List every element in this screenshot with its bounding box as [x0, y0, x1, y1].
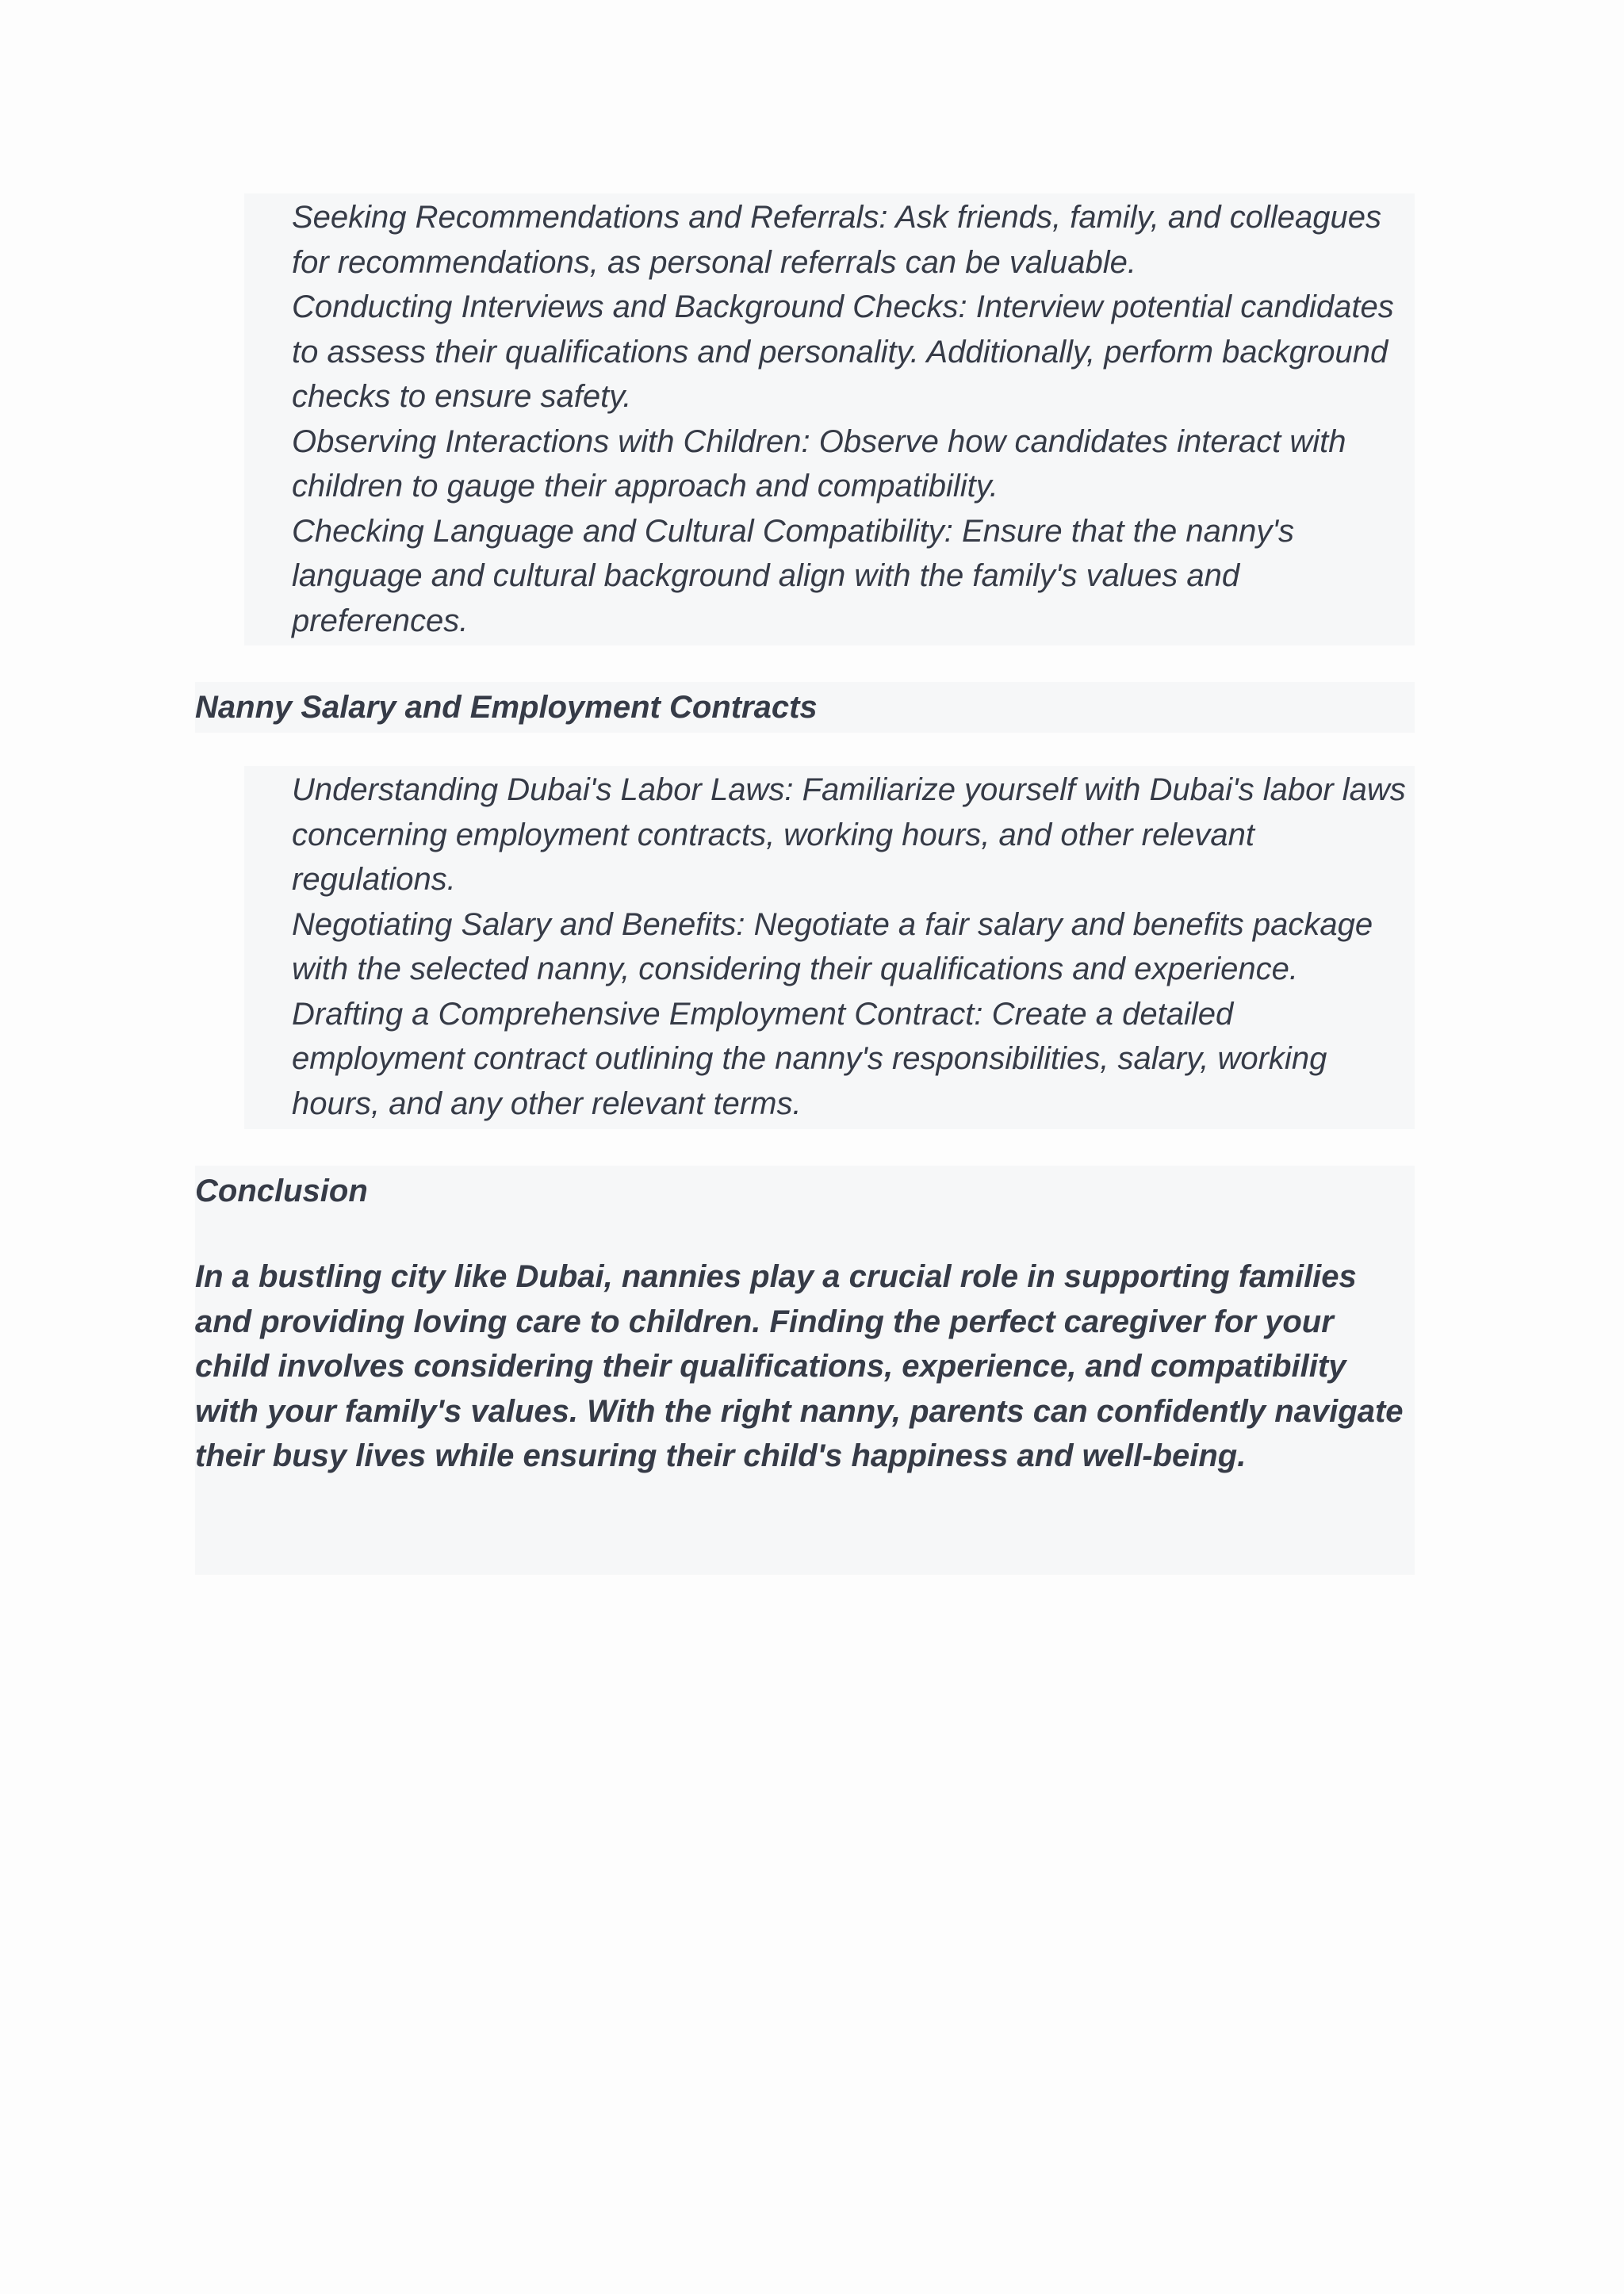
list-item: Negotiating Salary and Benefits: Negotiate a fair salary and benefits package with the selected nanny, considering their qualifications and experience. — [292, 906, 1373, 986]
list-item: Checking Language and Cultural Compatibility: Ensure that the nanny's language and cultural background align with the family's values and preferences. — [292, 513, 1294, 638]
list-item: Understanding Dubai's Labor Laws: Familiarize yourself with Dubai's labor laws concerning employment contracts, working hours, and other relevant regulations. — [292, 772, 1406, 897]
list-item: Seeking Recommendations and Referrals: Ask friends, family, and colleagues for recommendations, as personal referrals can be valuable. — [292, 200, 1382, 280]
salary-heading-block — [195, 682, 1415, 733]
list-item: Observing Interactions with Children: Observe how candidates interact with children to gauge their approach and compatibility. — [292, 423, 1346, 504]
conclusion-block — [195, 1166, 1415, 1575]
section-heading: Nanny Salary and Employment Contracts — [195, 690, 818, 725]
conclusion-paragraph: In a bustling city like Dubai, nannies play a crucial role in supporting families and providing loving care to children. Finding the perfect caregiver for your child involves considering their qualifications, experience, and compatibility with your family's values. With the right nanny, parents can confidently navigate their busy lives while ensuring their child's happiness and well-being. — [195, 1259, 1404, 1473]
conclusion-heading: Conclusion — [195, 1174, 368, 1208]
list-item: Conducting Interviews and Background Checks: Interview potential candidates to assess their qualifications and personality. Additionally, perform background checks to ensure safety. — [292, 289, 1394, 414]
contract-steps-list — [244, 766, 1415, 1129]
hiring-steps-list — [244, 193, 1415, 645]
list-item: Drafting a Comprehensive Employment Contract: Create a detailed employment contract outlining the nanny's responsibilities, salary, working hours, and any other relevant terms. — [292, 996, 1327, 1121]
